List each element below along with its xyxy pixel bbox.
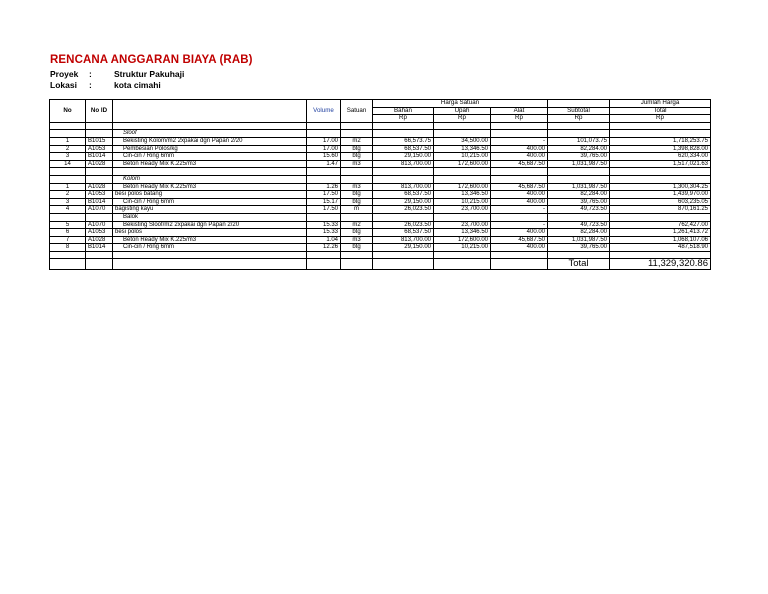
cell-bahan: 813,700.00	[373, 183, 434, 191]
cell-alat: 400.00	[491, 229, 548, 237]
grand-total-label: Total	[548, 259, 610, 270]
table-row	[50, 153, 711, 161]
cell-volume: 15.60	[307, 153, 341, 161]
cell-no: 6	[50, 229, 86, 237]
cell-alat: 45,687.50	[491, 160, 548, 168]
cell-alat: 400.00	[491, 153, 548, 161]
table-row	[50, 145, 711, 153]
cell-upah: 172,600.00	[434, 183, 491, 191]
cell-total: 1,517,021.63	[610, 160, 711, 168]
cell-id: A1053	[86, 191, 113, 199]
cell-subtotal: 49,723.50	[548, 221, 610, 229]
cell-satuan: btg	[341, 153, 373, 161]
cell-desc: Pembesian Polos/kg	[113, 145, 307, 153]
cell-volume: 1.26	[307, 183, 341, 191]
cell-satuan: m	[341, 206, 373, 214]
cell-bahan: 813,700.00	[373, 236, 434, 244]
col-header-alat: Alat	[491, 107, 548, 115]
cell-subtotal: 1,031,987.50	[548, 236, 610, 244]
col-header-volume: Volume	[307, 100, 341, 123]
cell-satuan: m2	[341, 137, 373, 145]
table-row	[50, 137, 711, 145]
cell-desc: Cin-cin / Ring 6mm	[113, 198, 307, 206]
cell-id: B1014	[86, 153, 113, 161]
section-title: Balok	[113, 213, 307, 221]
cell-no: 1	[50, 137, 86, 145]
table-row	[50, 191, 711, 199]
cell-desc: Bekisting Sloof/m2 2xpakai dgn Papan 2/20	[113, 221, 307, 229]
header-row-1	[50, 100, 711, 108]
cell-total: 1,718,253.75	[610, 137, 711, 145]
col-header-description	[113, 100, 307, 123]
cell-volume: 15.33	[307, 229, 341, 237]
cell-satuan: btg	[341, 244, 373, 252]
cell-desc: Beton Ready Mix K.225/m3	[113, 183, 307, 191]
cell-volume: 17.50	[307, 191, 341, 199]
cell-satuan: m3	[341, 236, 373, 244]
grand-total-row	[50, 259, 711, 270]
unit-rp-bahan: Rp	[373, 115, 434, 123]
col-header-subtotal: Subtotal	[548, 107, 610, 115]
cell-subtotal: 1,031,987.50	[548, 160, 610, 168]
cell-alat: -	[491, 206, 548, 214]
cell-subtotal: 49,723.50	[548, 206, 610, 214]
table-row	[50, 229, 711, 237]
cell-volume: 15.33	[307, 221, 341, 229]
lokasi-colon: :	[89, 80, 92, 90]
cell-desc: Bekisting Kolom/m2 2xpakai dgn Papan 2/20	[113, 137, 307, 145]
cell-satuan: m3	[341, 183, 373, 191]
table-row	[50, 221, 711, 229]
lokasi-value: kota cimahi	[114, 80, 161, 90]
unit-rp-alat: Rp	[491, 115, 548, 123]
cell-desc: besi polos	[113, 229, 307, 237]
cell-id: A1070	[86, 221, 113, 229]
cell-total: 603,235.05	[610, 198, 711, 206]
unit-rp-total: Rp	[610, 115, 711, 123]
cell-upah: 13,346.50	[434, 145, 491, 153]
cell-no: 2	[50, 191, 86, 199]
cell-alat: 400.00	[491, 244, 548, 252]
cell-id: A1070	[86, 206, 113, 214]
table-row	[50, 198, 711, 206]
cell-bahan: 68,537.50	[373, 145, 434, 153]
col-header-upah: Upah	[434, 107, 491, 115]
spacer-row	[50, 168, 711, 176]
cell-desc: bagisting kayu	[113, 206, 307, 214]
cell-volume: 12.26	[307, 244, 341, 252]
cell-volume: 1.04	[307, 236, 341, 244]
cell-upah: 13,346.50	[434, 229, 491, 237]
cell-id: A1028	[86, 183, 113, 191]
col-header-harga-satuan: Harga Satuan	[373, 100, 548, 108]
cell-volume: 17.00	[307, 145, 341, 153]
cell-upah: 23,700.00	[434, 221, 491, 229]
cell-no: 2	[50, 145, 86, 153]
cell-id: B1014	[86, 244, 113, 252]
cell-no: 14	[50, 160, 86, 168]
cell-subtotal: 39,765.00	[548, 244, 610, 252]
proyek-label: Proyek	[50, 69, 79, 79]
cell-total: 620,334.00	[610, 153, 711, 161]
cell-desc: besi polos batang	[113, 191, 307, 199]
cell-no: 5	[50, 221, 86, 229]
col-header-no-id: No ID	[86, 100, 113, 123]
cell-total: 762,427.00	[610, 221, 711, 229]
cell-alat: 400.00	[491, 145, 548, 153]
cell-alat: 400.00	[491, 198, 548, 206]
cell-total: 1,261,413.72	[610, 229, 711, 237]
col-header-satuan: Satuan	[341, 100, 373, 123]
section-row-kolom	[50, 175, 711, 183]
section-title: Kolom	[113, 175, 307, 183]
cell-desc: Beton Ready Mix K.225/m3	[113, 160, 307, 168]
cell-bahan: 29,150.00	[373, 244, 434, 252]
cell-bahan: 66,573.75	[373, 137, 434, 145]
grand-total-value: 11,329,320.86	[610, 259, 711, 270]
proyek-colon: :	[89, 69, 92, 79]
table-row	[50, 183, 711, 191]
cell-no: 4	[50, 206, 86, 214]
cell-subtotal: 82,284.00	[548, 191, 610, 199]
cell-bahan: 29,150.00	[373, 198, 434, 206]
cell-total: 1,300,304.25	[610, 183, 711, 191]
cell-total: 1,398,828.00	[610, 145, 711, 153]
cell-id: A1028	[86, 160, 113, 168]
col-header-jumlah-harga: Jumlah Harga	[610, 100, 711, 108]
cell-total: 870,161.25	[610, 206, 711, 214]
cell-id: B1015	[86, 137, 113, 145]
cell-upah: 34,500.00	[434, 137, 491, 145]
lokasi-label: Lokasi	[50, 80, 77, 90]
cell-total: 1,068,107.06	[610, 236, 711, 244]
cell-bahan: 68,537.50	[373, 229, 434, 237]
cell-subtotal: 1,031,987.50	[548, 183, 610, 191]
unit-rp-upah: Rp	[434, 115, 491, 123]
cell-bahan: 29,150.00	[373, 153, 434, 161]
cell-total: 1,439,970.00	[610, 191, 711, 199]
table-row	[50, 206, 711, 214]
col-header-no: No	[50, 100, 86, 123]
document-title: RENCANA ANGGARAN BIAYA (RAB)	[50, 54, 253, 66]
cell-bahan: 26,023.50	[373, 206, 434, 214]
cell-volume: 15.17	[307, 198, 341, 206]
cell-upah: 10,215.00	[434, 244, 491, 252]
section-title: Sloof	[113, 130, 307, 138]
cell-subtotal: 101,073.75	[548, 137, 610, 145]
section-row-sloof	[50, 130, 711, 138]
spacer-row	[50, 251, 711, 259]
cell-id: A1053	[86, 145, 113, 153]
cell-alat: -	[491, 221, 548, 229]
cell-desc: Cin-cin / Ring 6mm	[113, 153, 307, 161]
proyek-value: Struktur Pakuhaji	[114, 69, 185, 79]
cell-subtotal: 82,284.00	[548, 229, 610, 237]
section-row-balok	[50, 213, 711, 221]
cell-total: 487,518.90	[610, 244, 711, 252]
cell-satuan: btg	[341, 191, 373, 199]
cell-no: 1	[50, 183, 86, 191]
cell-upah: 10,215.00	[434, 153, 491, 161]
cell-id: B1014	[86, 198, 113, 206]
cell-volume: 17.00	[307, 137, 341, 145]
cell-no: 3	[50, 198, 86, 206]
cell-subtotal: 39,765.00	[548, 153, 610, 161]
cell-satuan: btg	[341, 229, 373, 237]
cell-desc: Beton Ready Mix K.225/m3	[113, 236, 307, 244]
cell-no: 8	[50, 244, 86, 252]
cell-no: 7	[50, 236, 86, 244]
cell-no: 3	[50, 153, 86, 161]
cell-satuan: btg	[341, 198, 373, 206]
rab-table	[49, 99, 711, 270]
cell-bahan: 813,700.00	[373, 160, 434, 168]
table-row	[50, 160, 711, 168]
cell-satuan: btg	[341, 145, 373, 153]
cell-id: A1028	[86, 236, 113, 244]
cell-subtotal: 39,765.00	[548, 198, 610, 206]
cell-desc: Cin-cin / Ring 6mm	[113, 244, 307, 252]
cell-bahan: 68,537.50	[373, 191, 434, 199]
col-header-total: Total	[610, 107, 711, 115]
cell-satuan: m2	[341, 221, 373, 229]
cell-volume: 1.47	[307, 160, 341, 168]
cell-subtotal: 82,284.00	[548, 145, 610, 153]
cell-id: A1053	[86, 229, 113, 237]
unit-rp-subtotal: Rp	[548, 115, 610, 123]
rab-body	[50, 122, 711, 270]
col-header-bahan: Bahan	[373, 107, 434, 115]
cell-upah: 23,700.00	[434, 206, 491, 214]
table-row	[50, 236, 711, 244]
cell-upah: 172,600.00	[434, 236, 491, 244]
table-row	[50, 244, 711, 252]
cell-alat: 45,687.50	[491, 183, 548, 191]
cell-bahan: 26,023.50	[373, 221, 434, 229]
cell-upah: 10,215.00	[434, 198, 491, 206]
col-header-subtotal-blank	[548, 100, 610, 108]
cell-alat: -	[491, 137, 548, 145]
cell-upah: 172,600.00	[434, 160, 491, 168]
cell-alat: 45,687.50	[491, 236, 548, 244]
cell-alat: 400.00	[491, 191, 548, 199]
cell-satuan: m3	[341, 160, 373, 168]
spacer-row	[50, 122, 711, 130]
cell-volume: 17.50	[307, 206, 341, 214]
cell-upah: 13,346.50	[434, 191, 491, 199]
